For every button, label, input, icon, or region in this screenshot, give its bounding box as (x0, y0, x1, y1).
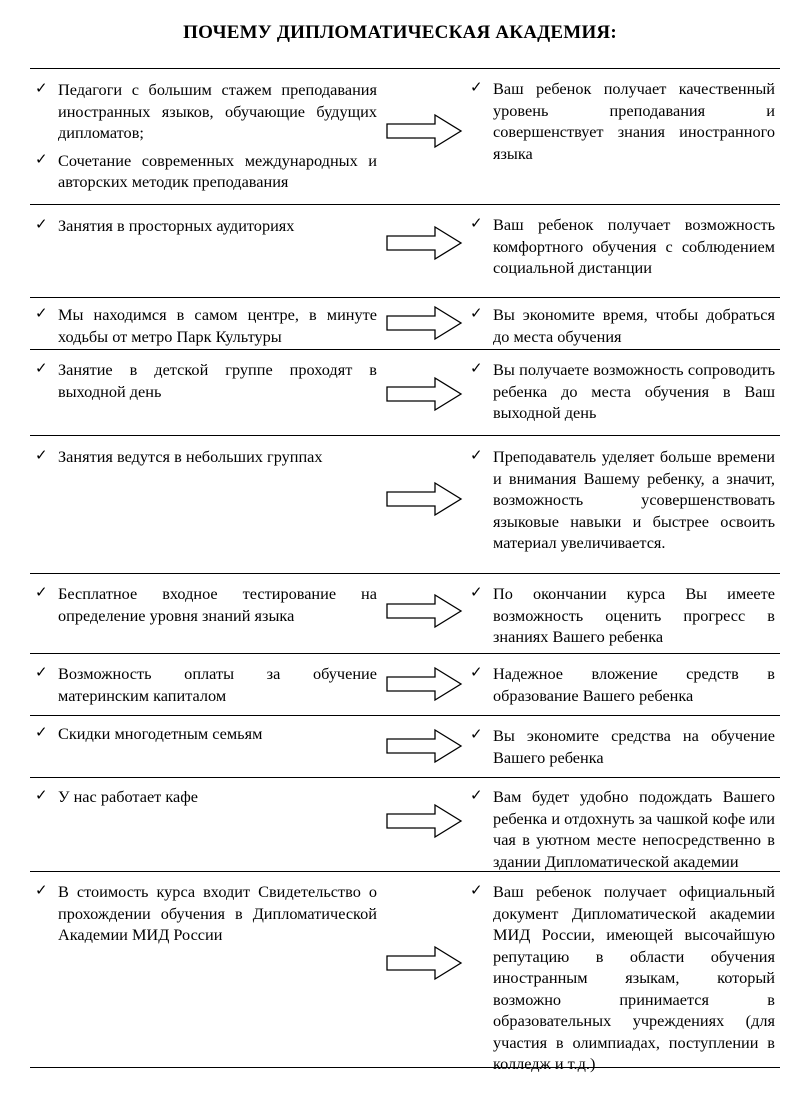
benefit-cell (469, 78, 775, 164)
feature-cell (34, 663, 377, 706)
checkmark-icon: ✓ (35, 81, 48, 97)
checkmark-icon: ✓ (35, 883, 48, 899)
feature-item (34, 881, 377, 946)
benefit-item-text: Вы экономите средства на обучение Вашего ребенка (493, 726, 775, 767)
checkmark-icon: ✓ (470, 585, 483, 601)
benefit-item-text: Преподаватель уделяет больше времени и внимания Вашему ребенку, а значит, возможность усовершенствовать языковые навыки и быстрее освоить материал увеличивается. (493, 447, 775, 552)
benefit-item (469, 663, 775, 706)
checkmark-icon: ✓ (35, 665, 48, 681)
benefit-item (469, 304, 775, 347)
checkmark-icon: ✓ (470, 216, 483, 232)
feature-item-text: Занятия в просторных аудиториях (58, 216, 295, 235)
right-outline-arrow-icon (385, 728, 463, 764)
benefit-cell (469, 446, 775, 554)
benefit-cell (469, 663, 775, 706)
feature-item (34, 723, 377, 745)
feature-item (34, 583, 377, 626)
benefit-row (30, 205, 780, 298)
feature-cell (34, 359, 377, 402)
checkmark-icon: ✓ (470, 80, 483, 96)
benefit-cell (469, 725, 775, 768)
benefit-item (469, 214, 775, 279)
checkmark-icon: ✓ (35, 788, 48, 804)
right-outline-arrow-icon (385, 803, 463, 839)
benefits-table (30, 68, 780, 1073)
benefit-row (30, 298, 780, 350)
benefit-row (30, 574, 780, 654)
feature-item-text: Занятия ведутся в небольших группах (58, 447, 323, 466)
benefit-row (30, 778, 780, 872)
benefit-cell (469, 881, 775, 1075)
feature-item (34, 359, 377, 402)
checkmark-icon: ✓ (470, 448, 483, 464)
right-outline-arrow-icon (385, 666, 463, 702)
feature-item (34, 215, 377, 237)
benefit-item (469, 583, 775, 648)
feature-item-text: В стоимость курса входит Свидетельство о прохождении обучения в Дипломатической Академии МИД России (58, 882, 377, 944)
feature-cell (34, 446, 377, 468)
benefit-item-text: По окончании курса Вы имеете возможность оценить прогресс в знаниях Вашего ребенка (493, 584, 775, 646)
right-outline-arrow-icon (385, 113, 463, 149)
checkmark-icon: ✓ (35, 217, 48, 233)
benefit-cell (469, 786, 775, 872)
benefit-item-text: Ваш ребенок получает возможность комфортного обучения с соблюдением социальной дистанции (493, 215, 775, 277)
benefit-item-text: Ваш ребенок получает качественный уровень преподавания и совершенствует знания иностранного языка (493, 79, 775, 163)
checkmark-icon: ✓ (35, 448, 48, 464)
page-title: ПОЧЕМУ ДИПЛОМАТИЧЕСКАЯ АКАДЕМИЯ: (183, 22, 617, 43)
feature-item (34, 446, 377, 468)
checkmark-icon: ✓ (35, 361, 48, 377)
right-outline-arrow-icon (385, 945, 463, 981)
feature-item (34, 79, 377, 144)
feature-item-text: У нас работает кафе (58, 787, 199, 806)
feature-item-text: Педагоги с большим стажем преподавания иностранных языков, обучающие будущих дипломатов; (58, 80, 377, 142)
benefit-item (469, 786, 775, 872)
checkmark-icon: ✓ (35, 585, 48, 601)
feature-item (34, 663, 377, 706)
feature-item-text: Скидки многодетным семьям (58, 724, 263, 743)
feature-item-text: Занятие в детской группе проходят в выходной день (58, 360, 377, 401)
checkmark-icon: ✓ (35, 151, 48, 168)
benefit-item-text: Надежное вложение средств в образование Вашего ребенка (493, 664, 775, 705)
checkmark-icon: ✓ (35, 306, 48, 322)
benefit-item (469, 446, 775, 554)
benefit-item (469, 359, 775, 424)
feature-item-text: Возможность оплаты за обучение материнским капиталом (58, 664, 377, 705)
benefit-item-text: Ваш ребенок получает официальный документ Дипломатической академии МИД России, имеющей высочайшую репутацию в области обучения иностранным языкам, который возможно принимается в образовательных учреждениях (для участия в олимпиадах, поступлении в колледж и т.д.) (493, 882, 775, 1073)
feature-item (34, 786, 377, 808)
benefit-cell (469, 304, 775, 347)
benefit-item-text: Вам будет удобно подождать Вашего ребенка и отдохнуть за чашкой кофе или чая в уютном месте непосредственно в здании Дипломатической академии (493, 787, 775, 871)
benefit-cell (469, 359, 775, 424)
feature-cell (34, 786, 377, 808)
benefit-cell (469, 583, 775, 648)
benefit-item (469, 725, 775, 768)
benefit-item (469, 881, 775, 1075)
right-outline-arrow-icon (385, 305, 463, 341)
benefit-row (30, 69, 780, 205)
benefit-row (30, 872, 780, 1073)
benefit-item-text: Вы получаете возможность сопроводить ребенка до места обучения в Ваш выходной день (493, 360, 775, 422)
checkmark-icon: ✓ (470, 361, 483, 377)
feature-cell (34, 723, 377, 745)
feature-cell (34, 215, 377, 237)
checkmark-icon: ✓ (470, 883, 483, 899)
feature-cell (34, 881, 377, 946)
benefit-item-text: Вы экономите время, чтобы добраться до места обучения (493, 305, 775, 346)
benefit-row (30, 436, 780, 574)
benefit-cell (469, 214, 775, 279)
benefit-row (30, 716, 780, 778)
feature-item-text: Бесплатное входное тестирование на определение уровня знаний языка (58, 584, 377, 625)
checkmark-icon: ✓ (470, 306, 483, 322)
feature-item (34, 304, 377, 347)
feature-cell (34, 304, 377, 347)
right-outline-arrow-icon (385, 481, 463, 517)
feature-item (34, 150, 377, 193)
feature-item-text: Мы находимся в самом центре, в минуте ходьбы от метро Парк Культуры (58, 305, 377, 346)
benefit-item (469, 78, 775, 164)
checkmark-icon: ✓ (470, 788, 483, 804)
right-outline-arrow-icon (385, 225, 463, 261)
feature-cell (34, 79, 377, 193)
checkmark-icon: ✓ (470, 665, 483, 681)
right-outline-arrow-icon (385, 376, 463, 412)
feature-cell (34, 583, 377, 626)
benefit-row (30, 654, 780, 716)
checkmark-icon: ✓ (470, 727, 483, 743)
benefit-row (30, 350, 780, 436)
right-outline-arrow-icon (385, 593, 463, 629)
feature-item-text: Сочетание современных международных и авторских методик преподавания (58, 150, 377, 191)
checkmark-icon: ✓ (35, 725, 48, 741)
